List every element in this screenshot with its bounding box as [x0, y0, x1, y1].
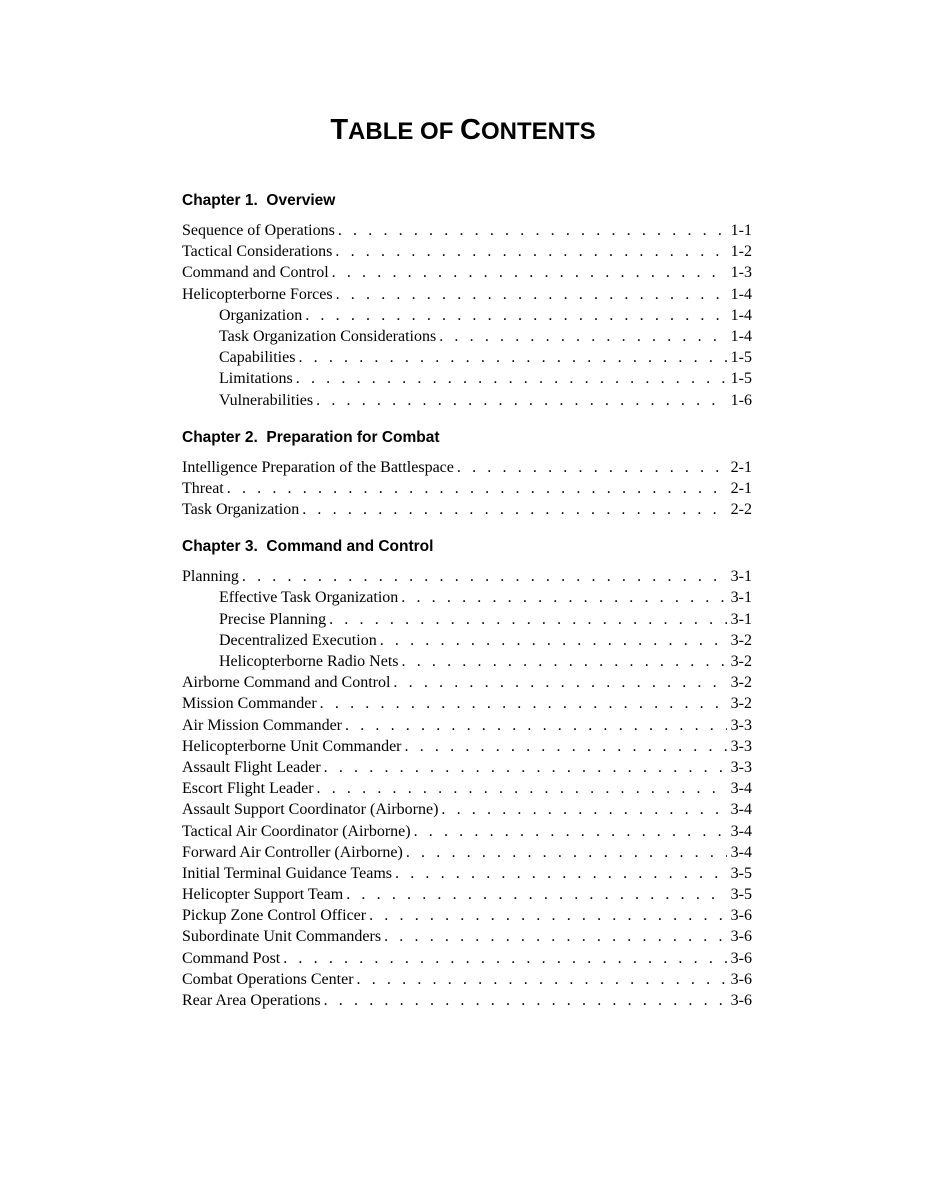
toc-entry-label: Pickup Zone Control Officer: [182, 907, 367, 925]
toc-entry-label: Precise Planning: [219, 610, 327, 628]
toc-page-number: 1-2: [730, 243, 752, 261]
toc-subentry[interactable]: [182, 630, 752, 651]
dot-leader: [343, 884, 726, 905]
toc-entry[interactable]: [182, 715, 752, 736]
dot-leader: [335, 220, 727, 241]
dot-leader: [399, 651, 727, 672]
toc-page-number: 3-6: [730, 928, 752, 946]
toc-entry-label: Escort Flight Leader: [182, 780, 314, 798]
dot-leader: [354, 969, 727, 990]
dot-leader: [398, 587, 726, 608]
toc-page-number: 3-3: [730, 716, 752, 734]
toc-entry-label: Helicopterborne Unit Commander: [182, 737, 402, 755]
toc-page-number: 3-2: [730, 695, 752, 713]
dot-leader: [293, 368, 727, 389]
toc-page-number: 1-4: [730, 306, 752, 324]
dot-leader: [332, 241, 726, 262]
toc-entry-label: Assault Flight Leader: [182, 758, 321, 776]
toc-subentry[interactable]: [182, 347, 752, 368]
dot-leader: [436, 326, 726, 347]
toc-page-number: 3-5: [730, 886, 752, 904]
chapter-heading: Chapter 2. Preparation for Combat: [182, 428, 440, 446]
toc-entry[interactable]: [182, 284, 752, 305]
toc-entry[interactable]: [182, 457, 752, 478]
toc-page-number: 3-4: [730, 843, 752, 861]
toc-entry[interactable]: [182, 905, 752, 926]
toc-entry-label: Decentralized Execution: [219, 631, 377, 649]
dot-leader: [454, 457, 727, 478]
toc-entry-label: Threat: [182, 479, 224, 497]
toc-page-number: 3-3: [730, 737, 752, 755]
toc-page-number: 3-6: [730, 907, 752, 925]
dot-leader: [299, 499, 726, 520]
toc-entry-label: Planning: [182, 568, 239, 586]
toc-entry-label: Capabilities: [219, 349, 296, 367]
toc-page-number: 2-1: [730, 479, 752, 497]
toc-subentry[interactable]: [182, 305, 752, 326]
toc-entry[interactable]: [182, 884, 752, 905]
toc-entry[interactable]: [182, 863, 752, 884]
toc-entry[interactable]: [182, 736, 752, 757]
toc-entry[interactable]: [182, 948, 752, 969]
dot-leader: [403, 842, 727, 863]
toc-entry-label: Limitations: [219, 370, 293, 388]
toc-page-number: 2-1: [730, 458, 752, 476]
toc-entry-label: Organization: [219, 306, 303, 324]
toc-entry[interactable]: [182, 778, 752, 799]
title-part-2: ONTENTS: [481, 118, 596, 145]
toc-subentry[interactable]: [182, 368, 752, 389]
toc-entry-label: Command Post: [182, 949, 281, 967]
toc-entry[interactable]: [182, 672, 752, 693]
toc-entry-label: Tactical Air Coordinator (Airborne): [182, 822, 411, 840]
toc-entry[interactable]: [182, 478, 752, 499]
toc-page-number: 3-2: [730, 631, 752, 649]
dot-leader: [313, 390, 727, 411]
toc-entry[interactable]: [182, 262, 752, 283]
toc-page-number: 3-1: [730, 610, 752, 628]
dot-leader: [390, 672, 726, 693]
toc-subentry[interactable]: [182, 609, 752, 630]
toc-entry-label: Initial Terminal Guidance Teams: [182, 864, 392, 882]
dot-leader: [314, 778, 727, 799]
toc-page-number: 2-2: [730, 501, 752, 519]
dot-leader: [381, 926, 727, 947]
toc-page-number: 3-1: [730, 568, 752, 586]
toc-page-number: 1-4: [730, 327, 752, 345]
dot-leader: [377, 630, 727, 651]
dot-leader: [224, 478, 727, 499]
table-of-contents: [182, 186, 752, 1011]
toc-entry[interactable]: [182, 799, 752, 820]
dot-leader: [295, 347, 726, 368]
toc-entry-label: Helicopterborne Forces: [182, 285, 333, 303]
dot-leader: [438, 799, 726, 820]
toc-entry[interactable]: [182, 821, 752, 842]
toc-entry-label: Combat Operations Center: [182, 970, 354, 988]
dot-leader: [329, 262, 727, 283]
dot-leader: [302, 305, 726, 326]
toc-page-number: 3-2: [730, 674, 752, 692]
toc-entry-label: Airborne Command and Control: [182, 674, 391, 692]
toc-entry-label: Task Organization Considerations: [219, 327, 437, 345]
toc-page-number: 3-6: [730, 992, 752, 1009]
chapter-section-3: [182, 532, 752, 1011]
toc-page-number: 3-6: [730, 949, 752, 967]
toc-entry-label: Vulnerabilities: [219, 391, 314, 409]
dot-leader: [342, 715, 727, 736]
toc-entry[interactable]: [182, 926, 752, 947]
toc-entry-label: Effective Task Organization: [219, 589, 399, 607]
toc-page-number: 3-4: [730, 801, 752, 819]
toc-subentry[interactable]: [182, 326, 752, 347]
toc-entry[interactable]: [182, 757, 752, 778]
toc-entry[interactable]: [182, 499, 752, 520]
toc-entry-label: Helicopter Support Team: [182, 886, 344, 904]
toc-entry-label: Command and Control: [182, 264, 329, 282]
dot-leader: [321, 990, 727, 1011]
toc-subentry[interactable]: [182, 390, 752, 411]
toc-entry[interactable]: [182, 220, 752, 241]
page-title: [0, 110, 926, 152]
toc-entry[interactable]: [182, 969, 752, 990]
toc-page-number: 3-5: [730, 864, 752, 882]
toc-page-number: 3-3: [730, 758, 752, 776]
toc-entry-label: Mission Commander: [182, 695, 317, 713]
chapter-section-1: [182, 186, 752, 411]
toc-page-number: 3-2: [730, 653, 752, 670]
toc-entry-label: Air Mission Commander: [182, 716, 342, 734]
chapter-heading: Chapter 1. Overview: [182, 192, 336, 209]
toc-page-number: 3-4: [730, 780, 752, 798]
toc-entry-label: Tactical Considerations: [182, 243, 333, 261]
dot-leader: [317, 693, 727, 714]
dot-leader: [411, 821, 727, 842]
toc-page-number: 1-5: [730, 370, 752, 388]
dot-leader: [392, 863, 727, 884]
toc-entry-label: Rear Area Operations: [182, 992, 321, 1009]
dot-leader: [280, 948, 726, 969]
toc-entry-label: Sequence of Operations: [182, 222, 335, 239]
toc-page-number: 1-3: [730, 264, 752, 282]
toc-page-number: 3-4: [730, 822, 752, 840]
toc-entry[interactable]: [182, 241, 752, 262]
toc-entry-label: Forward Air Controller (Airborne): [182, 843, 403, 861]
toc-page-number: 1-6: [730, 391, 752, 409]
dot-leader: [321, 757, 727, 778]
toc-entry-label: Helicopterborne Radio Nets: [219, 653, 399, 670]
dot-leader: [402, 736, 727, 757]
toc-entry-label: Subordinate Unit Commanders: [182, 928, 382, 946]
toc-subentry[interactable]: [182, 587, 752, 608]
dot-leader: [366, 905, 727, 926]
toc-entry-label: Intelligence Preparation of the Battlespace: [182, 458, 454, 476]
dot-leader: [239, 566, 727, 587]
toc-entry-label: Assault Support Coordinator (Airborne): [182, 801, 439, 819]
toc-entry[interactable]: [182, 566, 752, 587]
dot-leader: [333, 284, 727, 305]
toc-page-number: 1-4: [730, 285, 752, 303]
chapter-heading: Chapter 3. Command and Control: [182, 538, 434, 556]
toc-page-number: 1-5: [730, 349, 752, 367]
title-initial-t: T: [330, 114, 349, 146]
toc-entry[interactable]: [182, 990, 752, 1011]
chapter-section-2: [182, 423, 752, 521]
toc-page-number: 3-6: [730, 970, 752, 988]
title-part-1: ABLE OF: [348, 118, 461, 145]
toc-entry[interactable]: [182, 842, 752, 863]
toc-entry-label: Task Organization: [182, 501, 300, 519]
dot-leader: [326, 609, 727, 630]
title-initial-c: C: [460, 114, 481, 146]
toc-subentry[interactable]: [182, 651, 752, 672]
toc-entry[interactable]: [182, 693, 752, 714]
toc-page-number: 1-1: [730, 222, 752, 239]
toc-page-number: 3-1: [730, 589, 752, 607]
